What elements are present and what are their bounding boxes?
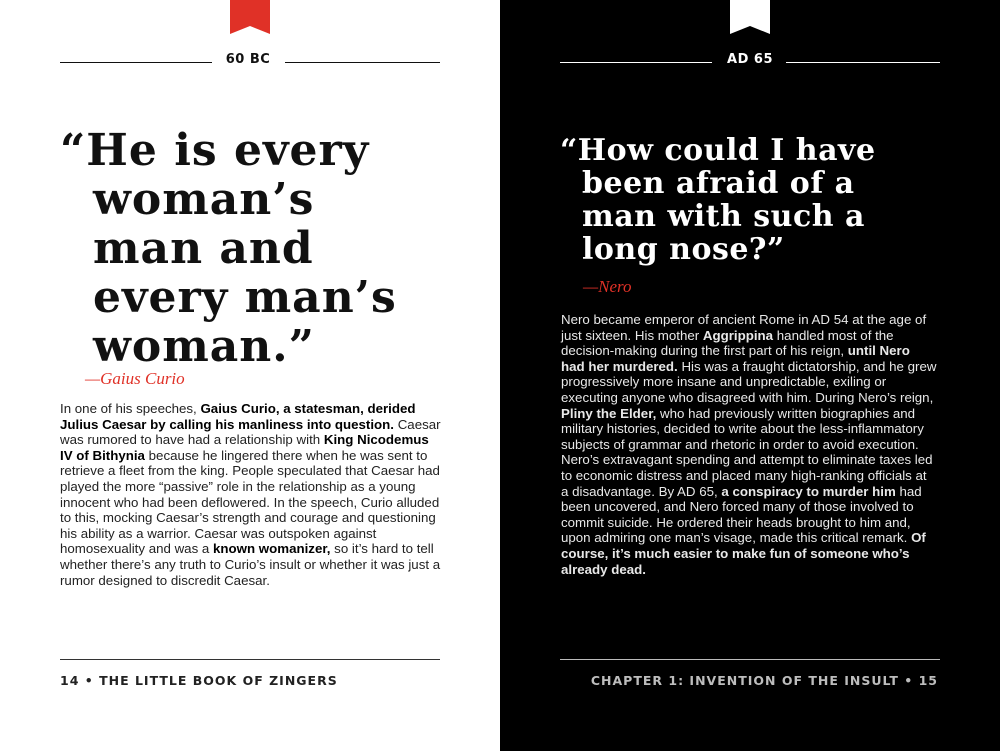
body-paragraph — [60, 401, 442, 588]
date-rule-right-segment — [285, 62, 440, 63]
quote-line: long nose?” — [582, 232, 785, 267]
date-rule-left-segment — [560, 62, 712, 63]
body-text: His was a fraught dictatorship, and he grew progressively more insane and unpredictable, exiling or executing anyone who disagreed with him. During Nero’s reign, — [561, 358, 937, 405]
right-page — [500, 0, 1000, 751]
body-text-bold: Of course, it’s much easier to make fun of someone who’s already dead. — [561, 530, 926, 577]
quote-line: woman’s — [93, 174, 315, 225]
page-folio: CHAPTER 1: INVENTION OF THE INSULT • 15 — [590, 673, 938, 688]
date-rule-left-segment — [60, 62, 212, 63]
quote-attribution: —Gaius Curio — [85, 369, 185, 388]
pull-quote — [60, 126, 480, 371]
body-text-bold: known womanizer, — [213, 541, 331, 557]
red-bookmark-ribbon — [230, 0, 270, 34]
quote-line: man with such a — [582, 199, 865, 234]
body-text: Caesar was rumored to have had a relationship with — [60, 416, 441, 448]
quote-attribution: —Nero — [583, 277, 632, 296]
body-text: because he lingered there when he was sent to retrieve a fleet from the king. People speculated that Caesar had played the more “passive” role in the relationship as a young innocent who had been deflowered. In the speech, Curio alluded to this, mocking Caesar’s strength and courage and questioning his ability as a warrior. Caesar was outspoken against homosexuality and was a — [60, 447, 440, 557]
body-text-bold: Gaius Curio, a statesman, derided Julius Caesar by calling his manliness into question. — [60, 401, 416, 432]
footer-rule — [560, 659, 940, 660]
quote-line: been afraid of a — [582, 166, 855, 201]
quote-line: woman.” — [93, 321, 315, 372]
body-text: who had previously written biographies and military histories, decided to write about the less-inflammatory subjects of grammar and rhetoric in order to avoid execution. Nero’s extravagant spending and attempt to eliminate taxes led to economic distress and placed many high-ranking officials at a disadvantage. By AD 65, — [561, 405, 933, 499]
white-bookmark-ribbon — [730, 0, 770, 34]
body-paragraph — [561, 312, 937, 577]
quote-line: every man’s — [93, 272, 397, 323]
date-rule-right-segment — [786, 62, 940, 63]
quote-line: man and — [93, 223, 314, 274]
body-text-bold: Aggrippina — [702, 327, 774, 343]
body-text: had been uncovered, and Nero forced many of those involved to commit suicide. He ordered their heads brought to him and, upon admiring one man’s visage, made this critical remark. — [561, 483, 922, 546]
body-text-bold: until Nero had her murdered. — [561, 343, 910, 374]
body-text: so it’s hard to tell whether there’s any truth to Curio’s insult or whether it was just a rumor designed to discredit Caesar. — [60, 541, 441, 588]
quote-line: “How could I have — [560, 133, 876, 168]
date-label: AD 65 — [727, 52, 773, 67]
body-text: handled most of the decision-making during the first part of his reign, — [561, 327, 894, 359]
page-folio: 14 • THE LITTLE BOOK OF ZINGERS — [60, 673, 338, 688]
footer-rule — [60, 659, 440, 660]
body-text: In one of his speeches, — [60, 401, 201, 416]
date-label: 60 BC — [225, 52, 271, 67]
body-text: Nero became emperor of ancient Rome in AD 54 at the age of just sixteen. His mother — [561, 312, 927, 343]
body-text-bold: Pliny the Elder, — [561, 405, 657, 421]
quote-line: “He is every — [60, 125, 370, 176]
body-text-bold: a conspiracy to murder him — [721, 483, 896, 499]
body-text-bold: King Nicodemus IV of Bithynia — [60, 432, 429, 463]
pull-quote — [560, 134, 960, 266]
